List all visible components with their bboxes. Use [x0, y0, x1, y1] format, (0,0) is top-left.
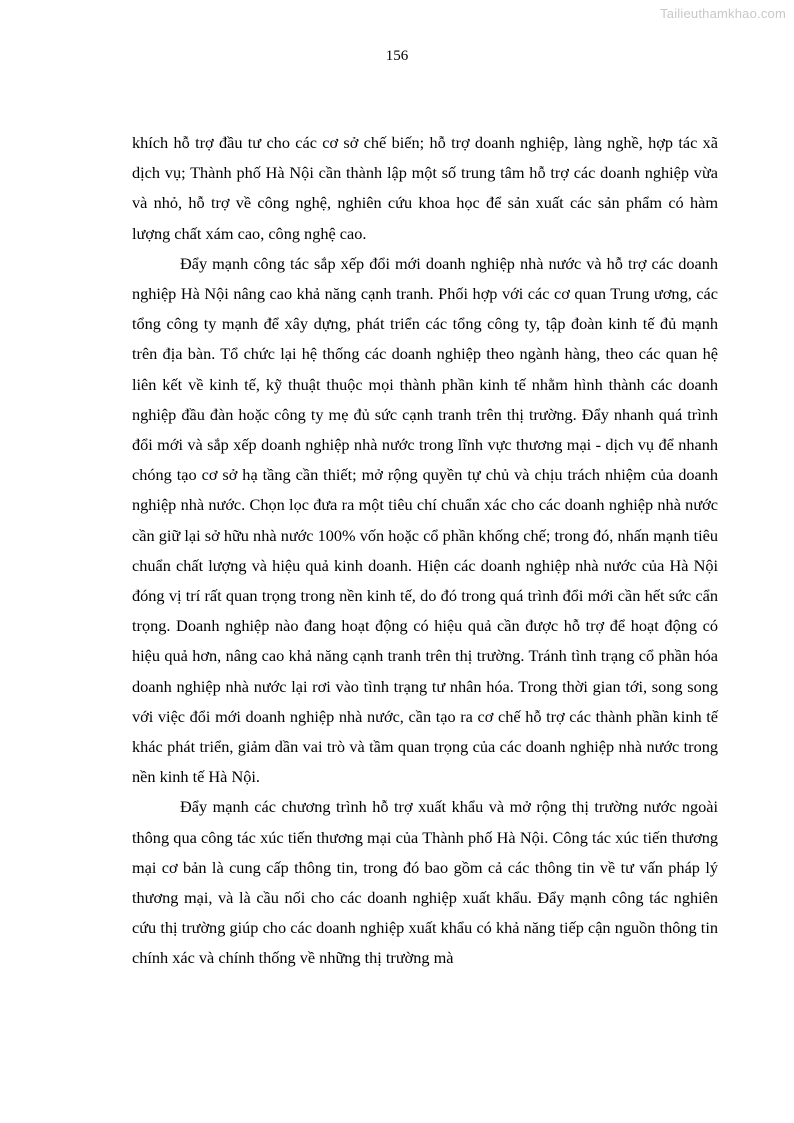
watermark-text: Tailieuthamkhao.com	[660, 6, 786, 21]
document-body	[132, 128, 718, 974]
paragraph-enterprise-reform: Đẩy mạnh công tác sắp xếp đổi mới doanh nghiệp nhà nước và hỗ trợ các doanh nghiệp Hà Nội nâng cao khả năng cạnh tranh. Phối hợp với các cơ quan Trung ương, các tổng công ty mạnh để xây dựng, phát triển các tổng công ty, tập đoàn kinh tế đủ mạnh trên địa bàn. Tổ chức lại hệ thống các doanh nghiệp theo ngành hàng, theo các quan hệ liên kết về kinh tế, kỹ thuật thuộc mọi thành phần kinh tế nhằm hình thành các doanh nghiệp đầu đàn hoặc công ty mẹ đủ sức cạnh tranh trên thị trường. Đẩy nhanh quá trình đổi mới và sắp xếp doanh nghiệp nhà nước trong lĩnh vực thương mại - dịch vụ để nhanh chóng tạo cơ sở hạ tầng cần thiết; mở rộng quyền tự chủ và chịu trách nhiệm của doanh nghiệp nhà nước. Chọn lọc đưa ra một tiêu chí chuẩn xác cho các doanh nghiệp nhà nước cần giữ lại sở hữu nhà nước 100% vốn hoặc cổ phần khống chế; trong đó, nhấn mạnh tiêu chuẩn chất lượng và hiệu quả kinh doanh. Hiện các doanh nghiệp nhà nước của Hà Nội đóng vị trí rất quan trọng trong nền kinh tế, do đó trong quá trình đổi mới cần hết sức cẩn trọng. Doanh nghiệp nào đang hoạt động có hiệu quả cần được hỗ trợ để hoạt động có hiệu quả hơn, nâng cao khả năng cạnh tranh trên thị trường. Tránh tình trạng cổ phần hóa doanh nghiệp nhà nước lại rơi vào tình trạng tư nhân hóa. Trong thời gian tới, song song với việc đổi mới doanh nghiệp nhà nước, cần tạo ra cơ chế hỗ trợ các thành phần kinh tế khác phát triển, giảm dần vai trò và tầm quan trọng của các doanh nghiệp nhà nước trong nền kinh tế Hà Nội.	[132, 253, 718, 787]
page-number: 156	[385, 48, 409, 64]
paragraph-continuation: khích hỗ trợ đầu tư cho các cơ sở chế biến; hỗ trợ doanh nghiệp, làng nghề, hợp tác xã dịch vụ; Thành phố Hà Nội cần thành lập một số trung tâm hỗ trợ các doanh nghiệp vừa và nhỏ, hỗ trợ về công nghệ, nghiên cứu khoa học để sản xuất các sản phẩm có hàm lượng chất xám cao, công nghệ cao.	[132, 133, 718, 243]
paragraph-export-promotion: Đẩy mạnh các chương trình hỗ trợ xuất khẩu và mở rộng thị trường nước ngoài thông qua công tác xúc tiến thương mại của Thành phố Hà Nội. Công tác xúc tiến thương mại cơ bản là cung cấp thông tin, trong đó bao gồm cả các thông tin về tư vấn pháp lý thương mại, và là cầu nối cho các doanh nghiệp xuất khẩu. Đẩy mạnh công tác nghiên cứu thị trường giúp cho các doanh nghiệp xuất khẩu có khả năng tiếp cận nguồn thông tin chính xác và chính thống về những thị trường mà	[132, 797, 718, 968]
